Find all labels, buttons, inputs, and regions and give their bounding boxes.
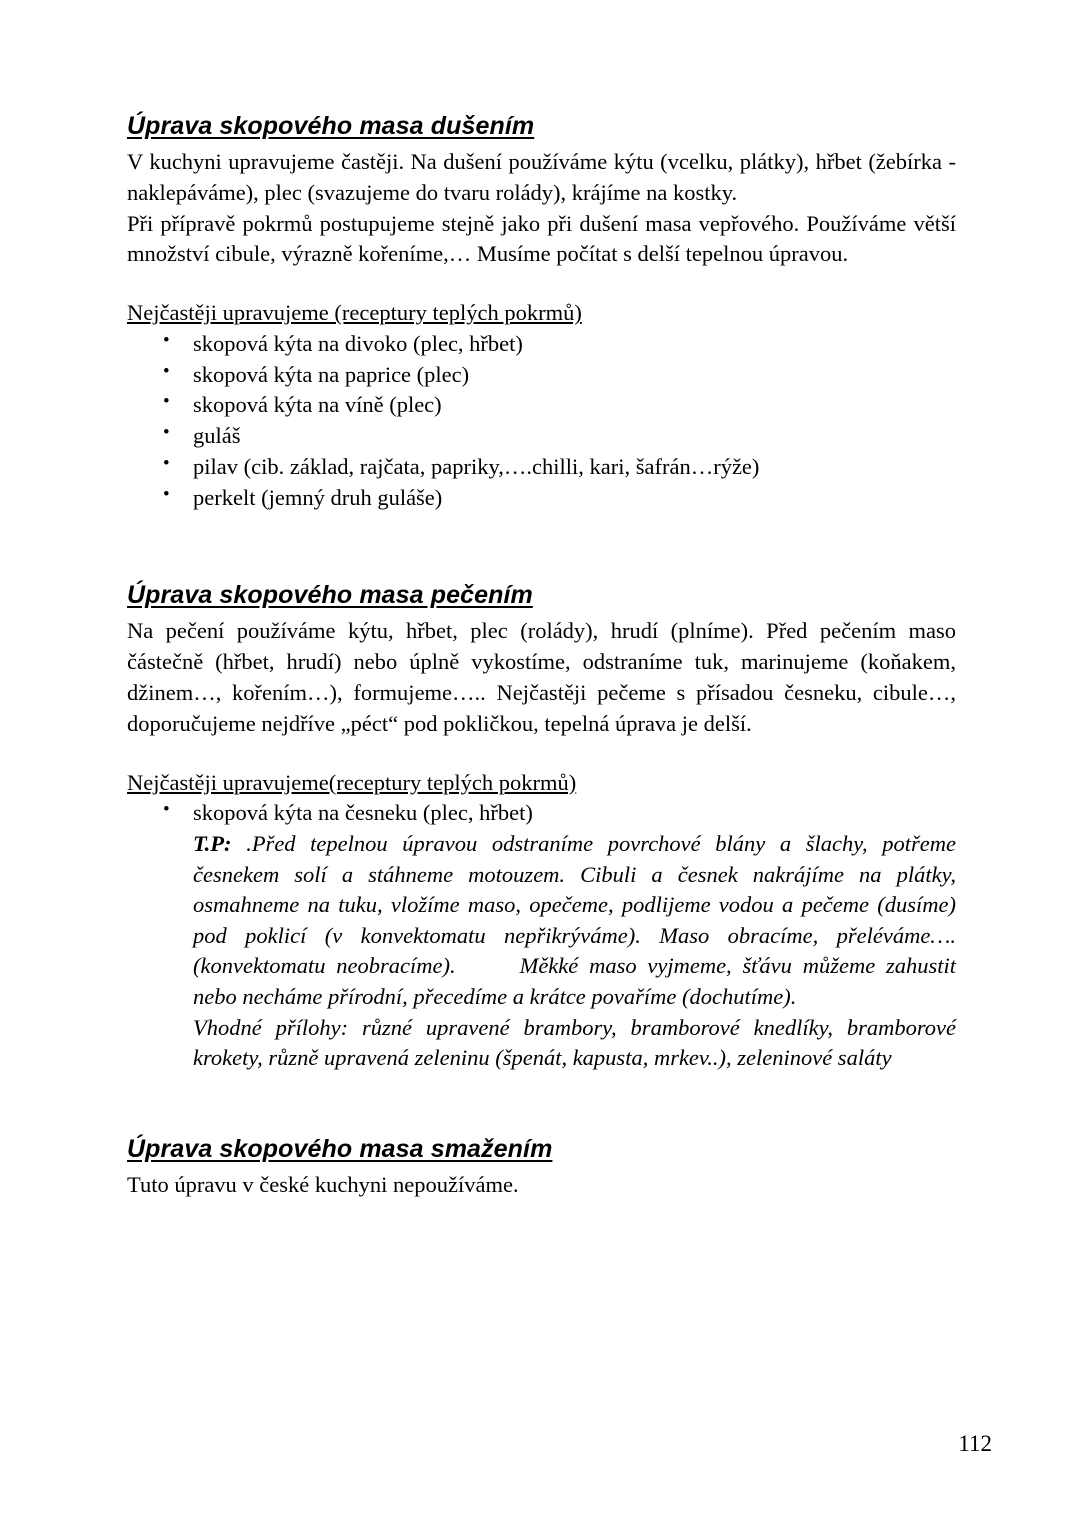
page-number: 112 <box>958 1431 992 1456</box>
list-item <box>127 329 956 360</box>
list-item <box>127 421 956 452</box>
list-item <box>127 798 956 829</box>
spacer <box>127 513 956 565</box>
spacer <box>127 1126 956 1135</box>
list-item <box>127 452 956 483</box>
paragraph-pecenim-1: Na pečení používáme kýtu, hřbet, plec (rolády), hrudí (plníme). Před pečením maso částečně (hřbet, hrudí) nebo úplně vykostíme, odstraníme tuk, marinujeme (koňakem, džinem…, kořením…), formujeme….. Nejčastěji pečeme s přísadou česneku, cibule…, doporučujeme nejdříve „péct“ pod pokličkou, tepelná úprava je delší. <box>127 618 956 736</box>
side-dishes-text: Vhodné přílohy: různé upravené brambory, bramborové knedlíky, bramborové krokety, různě upravená zeleninu (špenát, kapusta, mrkev..), zeleninové saláty <box>193 1014 956 1071</box>
section-heading-pecenim: Úprava skopového masa pečením <box>127 581 533 610</box>
bullet-list-dusenim <box>127 329 956 513</box>
technical-procedure-label: T.P: <box>193 831 232 857</box>
list-item <box>127 360 956 391</box>
paragraph-smazenim-1: Tuto úpravu v české kuchyni nepoužíváme. <box>127 1171 519 1197</box>
list-item <box>127 390 956 421</box>
spacer <box>127 270 956 298</box>
paragraph-dusenim-1: V kuchyni upravujeme častěji. Na dušení používáme kýtu (vcelku, plátky), hřbet (žebírka - naklepáváme), plec (svazujeme do tvaru rolády), krájíme na kostky. <box>127 149 956 205</box>
spacer <box>127 565 956 581</box>
list-item-label: perkelt (jemný druh guláše) <box>193 484 443 510</box>
page-content <box>127 112 956 1201</box>
sub-lead-pecenim <box>127 768 956 799</box>
sub-lead-dusenim-text: Nejčastěji upravujeme (receptury teplých pokrmů) <box>127 300 582 326</box>
sub-lead-dusenim <box>127 298 956 329</box>
technical-procedure-text-part1: .Před tepelnou úpravou odstraníme povrchové blány a šlachy, potřeme česnekem solí a stáhneme motouzem. Cibuli a česnek nakrájíme na plátky, osmahneme na tuku, vložíme maso, opečeme, podlijeme vodou a pečeme (dusíme) pod poklicí (v konvektomatu nepřikrýváme). Maso obracíme, přeléváme….(konvektomatu neobracíme). <box>193 831 957 979</box>
list-item <box>127 483 956 514</box>
spacer <box>127 1074 956 1126</box>
list-item-label: skopová kýta na česneku (plec, hřbet) <box>193 800 533 826</box>
spacer <box>127 740 956 768</box>
section-heading-dusenim: Úprava skopového masa dušením <box>127 112 535 140</box>
list-item-label: guláš <box>193 423 241 449</box>
sub-lead-pecenim-text: Nejčastěji upravujeme(receptury teplých pokrmů) <box>127 769 577 795</box>
list-item-label: pilav (cib. základ, rajčata, papriky,….chilli, kari, šafrán…rýže) <box>193 453 760 479</box>
technical-procedure-block <box>127 829 956 1013</box>
list-item-label: skopová kýta na divoko (plec, hřbet) <box>193 331 523 357</box>
bullet-list-pecenim <box>127 798 956 829</box>
list-item-label: skopová kýta na paprice (plec) <box>193 361 470 387</box>
paragraph-dusenim-2: Při přípravě pokrmů postupujeme stejně jako při dušení masa vepřového. Používáme větší množství cibule, výrazně kořeníme,… Musíme počítat s delší tepelnou úpravou. <box>127 210 956 267</box>
list-item-label: skopová kýta na víně (plec) <box>193 392 442 418</box>
technical-procedure-text-part2: Měkké maso vyjmeme, šťávu můžeme zahustit nebo necháme přírodní, přecedíme a krátce povaříme (dochutíme). <box>193 953 956 1010</box>
section-heading-smazenim: Úprava skopového masa smažením <box>127 1134 553 1163</box>
